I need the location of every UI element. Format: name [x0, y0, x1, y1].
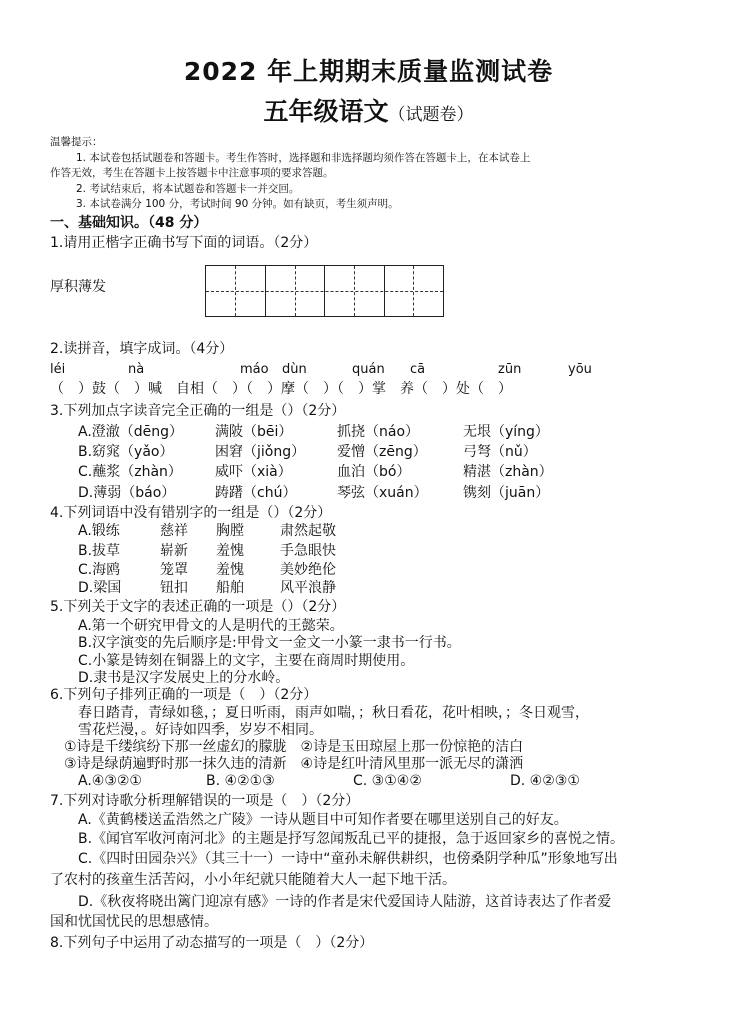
q6-option-d: D. ④②③① — [510, 773, 580, 789]
q4-a-2: 慈祥 — [160, 523, 188, 539]
notice-line-2: 作答无效，考生在答题卡上按答题卡中注意事项的要求答题。 — [50, 167, 334, 179]
q3-d-4: 镌刻（juān） — [463, 485, 550, 501]
q4-d-4: 风平浪静 — [280, 580, 336, 596]
pinyin-1: léi — [50, 362, 66, 377]
q4-b-4: 手急眼快 — [280, 543, 336, 559]
q4-b-1: B.拔草 — [78, 543, 121, 559]
q7-line-6: 国和忧国忧民的思想感情。 — [50, 914, 218, 930]
q6-text-1: 春日踏青，青绿如毯，；夏日听雨，雨声如喘，；秋日看花，花叶相映，；冬日观雪， — [78, 705, 589, 721]
pinyin-5: quán — [352, 362, 385, 377]
q3-b-3: 爱憎（zēng） — [337, 444, 427, 460]
q3-c-3: 血泊（bó） — [337, 464, 411, 480]
q4-c-1: C.海鸥 — [78, 562, 121, 578]
notice-line-3: 2. 考试结束后，将本试题卷和答题卡一并交回。 — [76, 183, 300, 195]
subject-name: 五年级语文 — [263, 97, 389, 126]
writing-grid[interactable] — [205, 265, 444, 317]
q5-option-a: A.第一个研究甲骨文的人是明代的王懿荣。 — [78, 618, 344, 634]
q5-option-d: D.隶书是汉字发展史上的分水岭。 — [78, 670, 290, 686]
q8-stem: 8.下列句子中运用了动态描写的一项是（ ）（2分） — [50, 935, 374, 951]
q4-c-4: 美妙绝伦 — [280, 562, 336, 578]
q6-option-a: A.④③②① — [78, 773, 142, 789]
q1-stem: 1.请用正楷字正确书写下面的词语。（2分） — [50, 235, 318, 251]
paper-type: （试题卷） — [388, 105, 474, 125]
section-title: 一、基础知识。（48 分） — [50, 215, 208, 231]
q5-option-b: B.汉字演变的先后顺序是:甲骨文一金文一小篆一隶书一行书。 — [78, 635, 461, 651]
q3-b-2: 困窘（jiǒng） — [215, 444, 306, 460]
q4-a-1: A.锻练 — [78, 523, 120, 539]
q3-c-4: 精湛（zhàn） — [463, 464, 553, 480]
q4-c-2: 笼罩 — [160, 562, 188, 578]
q3-d-2: 踌躇（chú） — [215, 485, 297, 501]
q3-a-2: 满陂（bēi） — [215, 424, 293, 440]
q5-option-c: C.小篆是铸刻在铜器上的文字，主要在商周时期使用。 — [78, 653, 415, 669]
q7-line-1: A.《黄鹤楼送孟浩然之广陵》一诗从题目中可知作者要在哪里送别自己的好友。 — [78, 812, 568, 828]
q7-line-3: C.《四时田园杂兴》（其三十一）一诗中“童孙未解供耕织，也傍桑阴学种瓜”形象地写出 — [78, 851, 618, 867]
grid-dash-1 — [235, 266, 236, 316]
q3-c-1: C.蘸浆（zhàn） — [78, 464, 182, 480]
pinyin-2: nà — [128, 362, 145, 377]
q4-stem: 4.下列词语中没有错别字的一组是（）（2分） — [50, 505, 332, 521]
q7-line-5: D.《秋夜将晓出篱门迎凉有感》一诗的作者是宋代爱国诗人陆游，这首诗表达了作者爱 — [78, 894, 612, 910]
pinyin-4: dùn — [282, 362, 307, 377]
q1-word: 厚积薄发 — [50, 279, 106, 295]
q5-stem: 5.下列关于文字的表述正确的一项是（）（2分） — [50, 599, 346, 615]
notice-heading: 温馨提示： — [50, 136, 103, 148]
q3-d-3: 琴弦（xuán） — [337, 485, 428, 501]
q4-a-4: 肃然起敬 — [280, 523, 336, 539]
q6-option-b: B. ④②①③ — [206, 773, 275, 789]
q3-c-2: 威吓（xià） — [215, 464, 292, 480]
grid-dash-3 — [354, 266, 355, 316]
pinyin-7: zūn — [498, 362, 522, 377]
q6-stem: 6.下列句子排列正确的一项是（ ）（2分） — [50, 687, 318, 703]
pinyin-6: cā — [410, 362, 426, 377]
exam-title: 2022 年上期期末质量监测试卷 — [183, 57, 554, 86]
q6-option-c: C. ③①④② — [353, 773, 422, 789]
q2-stem: 2.读拼音，填字成词。（4分） — [50, 341, 234, 357]
q3-b-4: 弓弩（nǔ） — [463, 444, 537, 460]
q4-d-3: 船舶 — [216, 580, 244, 596]
notice-line-1: 1. 本试卷包括试题卷和答题卡。考生作答时，选择题和非选择题均须作答在答题卡上，在本试卷上 — [76, 152, 531, 164]
notice-line-4: 3. 本试卷满分 100 分，考试时间 90 分钟。如有缺页，考生须声明。 — [76, 198, 399, 210]
grid-line-3 — [384, 266, 385, 316]
grid-line-2 — [324, 266, 325, 316]
q3-a-1: A.澄澈（dēng） — [78, 424, 184, 440]
exam-subject-heading — [0, 92, 737, 128]
q3-b-1: B.窈窕（yǎo） — [78, 444, 174, 460]
pinyin-8: yōu — [568, 362, 592, 377]
q4-c-3: 羞愧 — [216, 562, 244, 578]
q7-line-4: 了农村的孩童生活苦闷，小小年纪就只能随着大人一起下地干活。 — [50, 872, 456, 888]
grid-line-1 — [265, 266, 266, 316]
q4-b-2: 崭新 — [160, 543, 188, 559]
q4-d-2: 钮扣 — [160, 580, 188, 596]
q3-a-3: 抓挠（náo） — [337, 424, 420, 440]
grid-dash-4 — [413, 266, 414, 316]
q3-stem: 3.下列加点字读音完全正确的一组是（）（2分） — [50, 403, 346, 419]
q4-d-1: D.梁国 — [78, 580, 122, 596]
q6-clauses-1: ①诗是千缕缤纷下那一丝虚幻的朦胧 ②诗是玉田琼屋上那一份惊艳的洁白 — [64, 739, 524, 755]
q7-line-2: B.《闻官军收河南河北》的主题是抒写忽闻叛乱已平的捷报，急于返回家乡的喜悦之情。 — [78, 831, 625, 847]
q6-text-2: 雪花烂漫，。好诗如四季，岁岁不相同。 — [78, 722, 323, 738]
q2-fill-line[interactable]: （ ）鼓（ ）喊 自相（ ）（ ）摩（ ）（ ）掌 养（ ）处（ ） — [50, 381, 512, 397]
q4-a-3: 胸膛 — [216, 523, 244, 539]
q3-d-1: D.薄弱（báo） — [78, 485, 176, 501]
pinyin-3: máo — [240, 362, 269, 377]
q7-stem: 7.下列对诗歌分析理解错误的一项是（ ）（2分） — [50, 793, 360, 809]
q3-a-4: 无垠（yíng） — [463, 424, 549, 440]
q6-clauses-2: ③诗是绿荫遍野时那一抹久违的清新 ④诗是红叶清风里那一派无尽的潇洒 — [64, 756, 524, 772]
grid-dash-2 — [295, 266, 296, 316]
q4-b-3: 羞愧 — [216, 543, 244, 559]
